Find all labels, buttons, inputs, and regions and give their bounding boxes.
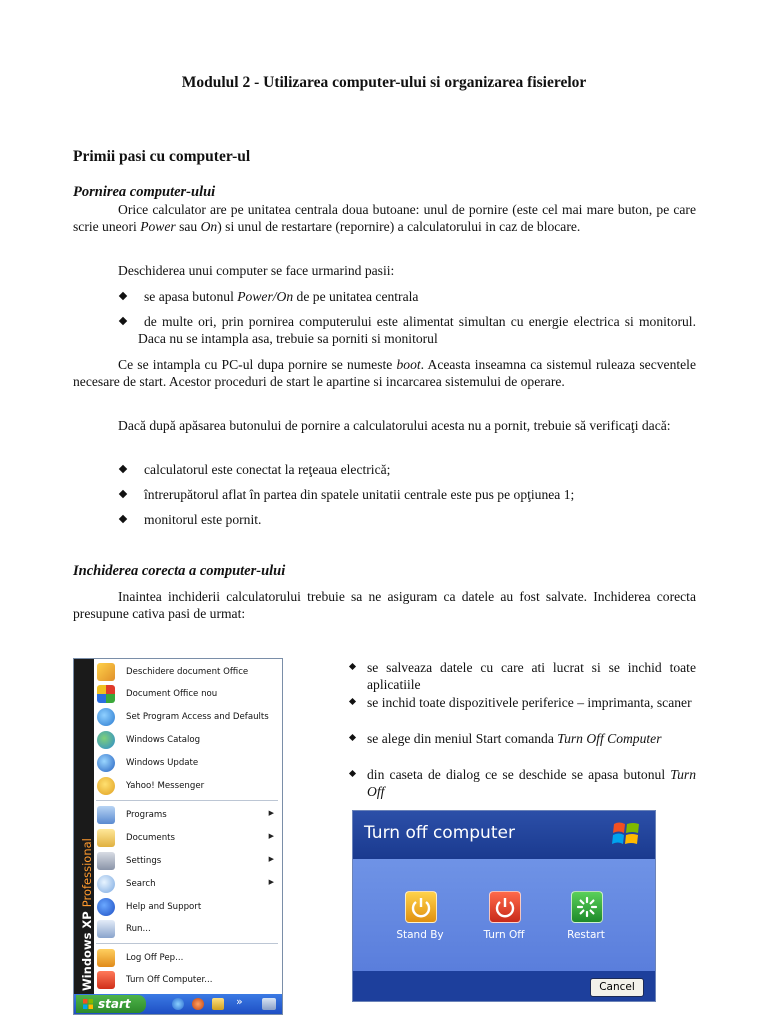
subsection-heading-shutdown: Inchiderea corecta a computer-ului [73, 563, 286, 579]
dialog-title: Turn off computer [364, 823, 515, 843]
standby-icon [406, 892, 436, 922]
dialog-footer [353, 971, 655, 1001]
yahoo-messenger-icon [97, 777, 115, 795]
list-item: se apasa butonul Power/On de pe unitatea centrala [120, 288, 696, 305]
turn-off-button[interactable] [489, 891, 521, 923]
list-item: se salveaza datele cu care ati lucrat si se inchid toate aplicatiile [350, 659, 696, 693]
restart-button[interactable] [571, 891, 603, 923]
list-item: din caseta de dialog ce se deschide se apasa butonul Turn Off [350, 766, 696, 800]
paragraph-boot: Ce se intampla cu PC-ul dupa pornire se numeste boot. Aceasta inseamna ca sistemul ruleaza secventele necesare de start. Acestor proceduri de start le apartine si incarcarea sistemului de operare. [73, 357, 696, 389]
office-new-icon [97, 685, 115, 703]
turn-off-icon [97, 971, 115, 989]
band-edition: Professional [80, 838, 94, 908]
dialog-body [353, 859, 655, 971]
search-icon [97, 875, 115, 893]
menu-item-open-office-document[interactable]: Deschidere document Office [96, 661, 280, 683]
list-item: monitorul este pornit. [120, 511, 696, 528]
power-icon [490, 892, 520, 922]
list-item: întrerupătorul aflat în partea din spatele unitatii centrale este pus pe opţiunea 1; [120, 486, 696, 503]
turn-off-dialog-screenshot [352, 810, 656, 1002]
help-icon [97, 898, 115, 916]
menu-item-turn-off-computer[interactable]: Turn Off Computer... [96, 969, 280, 991]
menu-item-windows-catalog[interactable]: Windows Catalog [96, 729, 280, 751]
list-item: calculatorul este conectat la reţeaua electrică; [120, 461, 696, 478]
menu-item-log-off[interactable]: Log Off Pep... [96, 947, 280, 969]
turn-off-label: Turn Off [483, 929, 525, 941]
menu-item-settings[interactable]: Settings ▶ [96, 850, 280, 872]
program-access-icon [97, 708, 115, 726]
paragraph-check: Dacă după apăsarea butonului de pornire a calculatorului acesta nu a pornit, trebuie să verificaţi dacă: [118, 418, 671, 433]
submenu-arrow-icon: ▶ [268, 832, 274, 840]
menu-item-program-access[interactable]: Set Program Access and Defaults [96, 706, 280, 728]
list-item: se alege din meniul Start comanda Turn Off Computer [350, 730, 696, 747]
paragraph-steps-intro: Deschiderea unui computer se face urmarind pasii: [118, 263, 395, 278]
restart-label: Restart [567, 929, 605, 941]
tray-icon[interactable] [262, 998, 276, 1010]
windows-catalog-icon [97, 731, 115, 749]
menu-separator [96, 943, 278, 944]
taskbar [74, 994, 282, 1014]
ie-quicklaunch-icon[interactable] [172, 998, 184, 1010]
start-button[interactable]: start [76, 995, 146, 1013]
settings-icon [97, 852, 115, 870]
windows-flag-icon [83, 999, 93, 1009]
paragraph-shutdown-intro: Inaintea inchiderii calculatorului trebuie sa ne asiguram ca datele au fost salvate. Inchiderea corecta presupune cativa pasi de urmat: [73, 589, 696, 621]
restart-icon [572, 892, 602, 922]
document-title: Modulul 2 - Utilizarea computer-ului si organizarea fisierelor [181, 74, 587, 91]
dialog-header [353, 811, 655, 859]
office-open-icon [97, 663, 115, 681]
list-item: de multe ori, prin pornirea computerului este alimentat simultan cu energie electrica si monitorul. Daca nu se intampla asa, trebuie sa porniti si monitorul [120, 313, 696, 347]
menu-item-documents[interactable]: Documents ▶ [96, 827, 280, 849]
band-brand: Windows XP [80, 911, 94, 991]
menu-item-new-office-document[interactable]: Document Office nou [96, 683, 280, 705]
subsection-heading-startup: Pornirea computer-ului [73, 184, 216, 200]
submenu-arrow-icon: ▶ [268, 878, 274, 886]
submenu-arrow-icon: ▶ [268, 809, 274, 817]
windows-logo-icon [611, 819, 641, 849]
submenu-arrow-icon: ▶ [268, 855, 274, 863]
menu-item-search[interactable]: Search ▶ [96, 873, 280, 895]
stand-by-label: Stand By [396, 929, 444, 941]
firefox-quicklaunch-icon[interactable] [192, 998, 204, 1010]
section-heading: Primii pasi cu computer-ul [73, 148, 251, 165]
documents-icon [97, 829, 115, 847]
list-item: se inchid toate dispozitivele periferice – imprimanta, scaner [350, 694, 696, 711]
menu-item-help-and-support[interactable]: Help and Support [96, 896, 280, 918]
menu-item-windows-update[interactable]: Windows Update [96, 752, 280, 774]
log-off-icon [97, 949, 115, 967]
folder-quicklaunch-icon[interactable] [212, 998, 224, 1010]
menu-item-programs[interactable]: Programs ▶ [96, 804, 280, 826]
menu-item-run[interactable]: Run... [96, 918, 280, 940]
quicklaunch-more[interactable]: » [236, 995, 243, 1008]
start-menu-side-band [74, 659, 94, 994]
stand-by-button[interactable] [405, 891, 437, 923]
windows-update-icon [97, 754, 115, 772]
paragraph-buttons: Orice calculator are pe unitatea centrala doua butoane: unul de pornire (este cel mai mare buton, pe care scrie uneori Power sau On) si unul de restartare (repornire) a calculatorului in caz de blocare. [73, 202, 696, 234]
menu-separator [96, 800, 278, 801]
start-menu-screenshot [73, 658, 283, 1015]
programs-icon [97, 806, 115, 824]
menu-item-yahoo-messenger[interactable]: Yahoo! Messenger [96, 775, 280, 797]
run-icon [97, 920, 115, 938]
cancel-button[interactable]: Cancel [590, 978, 644, 997]
